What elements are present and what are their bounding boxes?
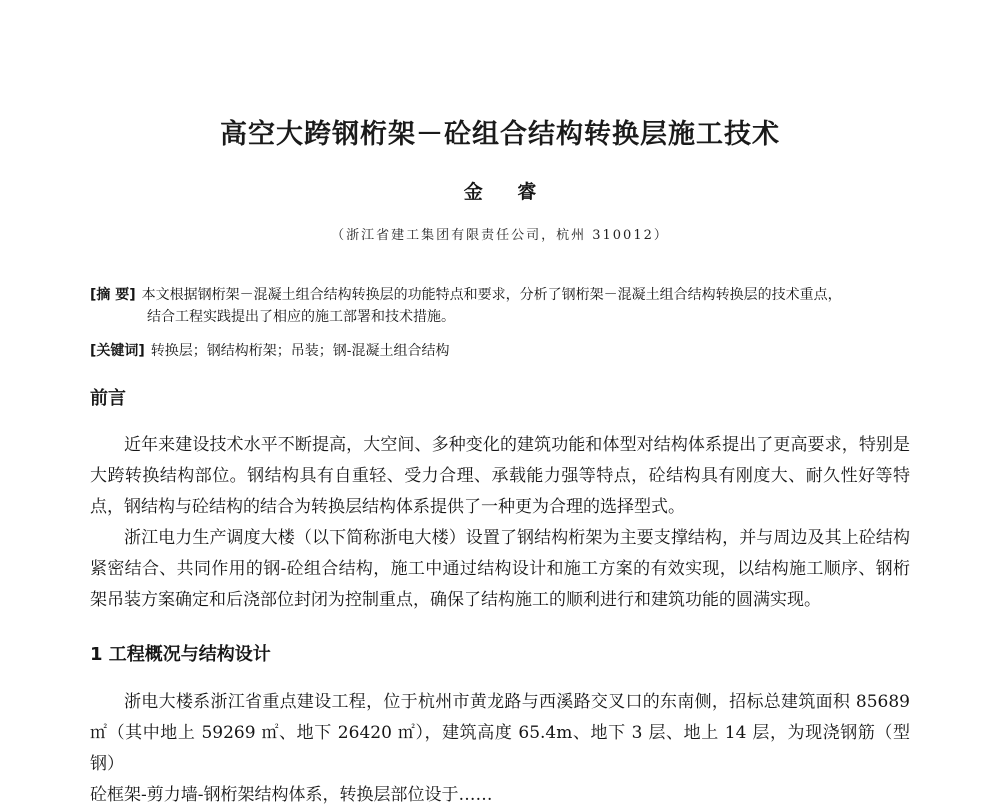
author-name: 金 睿 — [463, 181, 551, 203]
keywords-label: [关键词] — [90, 343, 145, 359]
abstract-row — [90, 284, 920, 306]
abstract-label: [摘 要] — [90, 287, 136, 303]
intro-paragraph-1: 近年来建设技术水平不断提高，大空间、多种变化的建筑功能和体型对结构体系提出了更高要求，特别是大跨转换结构部位。钢结构具有自重轻、受力合理、承载能力强等特点，砼结构具有刚度大、耐久性好等特点，钢结构与砼结构的结合为转换层结构体系提供了一种更为合理的选择型式。 — [90, 435, 910, 517]
intro-body — [90, 430, 910, 616]
section1-body — [90, 687, 910, 805]
paper-title: 高空大跨钢桁架－砼组合结构转换层施工技术 — [220, 119, 780, 150]
abstract-text-line2: 结合工程实践提出了相应的施工部署和技术措施。 — [147, 309, 455, 325]
section1-heading: 1 工程概况与结构设计 — [90, 644, 271, 665]
section1-cutoff-line: 砼框架-剪力墙-钢桁架结构体系，转换层部位设于…… — [90, 785, 493, 805]
keywords-text: 转换层；钢结构桁架；吊装；钢-混凝土组合结构 — [150, 343, 450, 359]
author-affiliation: （浙江省建工集团有限责任公司，杭州 310012） — [331, 228, 669, 243]
intro-paragraph-2: 浙江电力生产调度大楼（以下简称浙电大楼）设置了钢结构桁架为主要支撑结构，并与周边及其上砼结构紧密结合、共同作用的钢-砼组合结构，施工中通过结构设计和施工方案的有效实现，以结构施工顺序、钢桁架吊装方案确定和后浇部位封闭为控制重点，确保了结构施工的顺利进行和建筑功能的圆满实现。 — [90, 528, 910, 610]
keywords-block — [90, 340, 920, 362]
abstract-block — [90, 284, 920, 328]
section1-paragraph: 浙电大楼系浙江省重点建设工程，位于杭州市黄龙路与西溪路交叉口的东南侧，招标总建筑面积 85689 ㎡（其中地上 59269 ㎡、地下 26420 ㎡），建筑高度 65.4m、地下 3 层、地上 14 层，为现浇钢筋（型钢） — [90, 692, 910, 774]
abstract-text-line1: 本文根据钢桁架－混凝土组合结构转换层的功能特点和要求，分析了钢桁架－混凝土组合结构转换层的技术重点， — [141, 287, 842, 303]
intro-heading: 前言 — [90, 388, 126, 409]
